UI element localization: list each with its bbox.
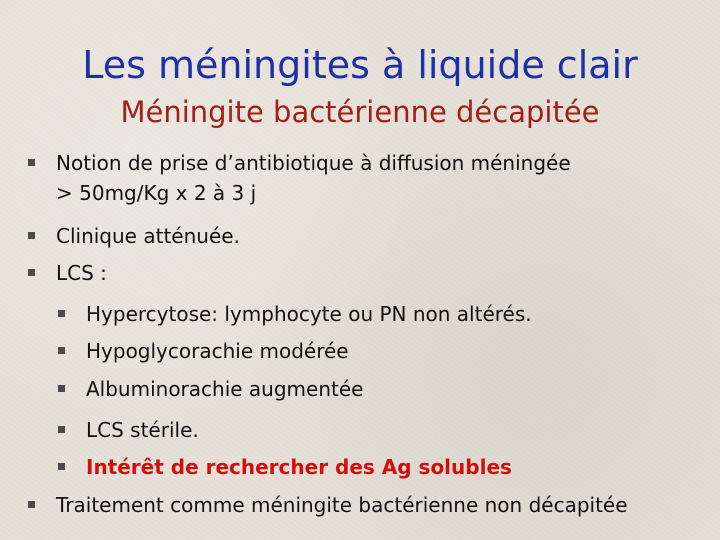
square-bullet-icon [58,385,65,392]
square-bullet-icon [58,463,65,470]
slide-subtitle: Méningite bactérienne décapitée [120,95,600,129]
bullet-antibiotic-text [56,148,571,208]
bullet-lcs-text: LCS : [56,261,107,285]
square-bullet-icon [58,310,65,317]
bullet-traitement [28,490,628,520]
square-bullet-icon [28,232,35,239]
slide-title: Les méningites à liquide clair [82,43,638,87]
subbullet-albuminorachie [58,374,363,404]
square-bullet-icon [58,426,65,433]
subbullet-hypercytose [58,299,532,329]
square-bullet-icon [58,347,65,354]
square-bullet-icon [28,159,35,166]
subbullet-ag-solubles [58,452,512,482]
subbullet-hypercytose-text: Hypercytose: lymphocyte ou PN non altérés. [86,302,532,326]
bullet-antibiotic-line-2: > 50mg/Kg x 2 à 3 j [56,181,257,205]
bullet-antibiotic-line-1: Notion de prise d’antibiotique à diffusion méningée [56,151,571,175]
square-bullet-icon [28,269,35,276]
bullet-lcs [28,258,107,288]
bullet-clinique-text: Clinique atténuée. [56,224,240,248]
subbullet-albuminorachie-text: Albuminorachie augmentée [86,377,364,401]
subbullet-lcs-sterile [58,415,199,445]
subbullet-lcs-sterile-text: LCS stérile. [86,418,199,442]
subbullet-hypoglycorachie-text: Hypoglycorachie modérée [86,339,349,363]
subbullet-hypoglycorachie [58,336,349,366]
bullet-antibiotic [28,148,571,208]
subbullet-ag-solubles-text: Intérêt de rechercher des Ag solubles [86,455,512,479]
bullet-traitement-text: Traitement comme méningite bactérienne non décapitée [56,493,628,517]
square-bullet-icon [28,501,35,508]
bullet-clinique [28,221,240,251]
